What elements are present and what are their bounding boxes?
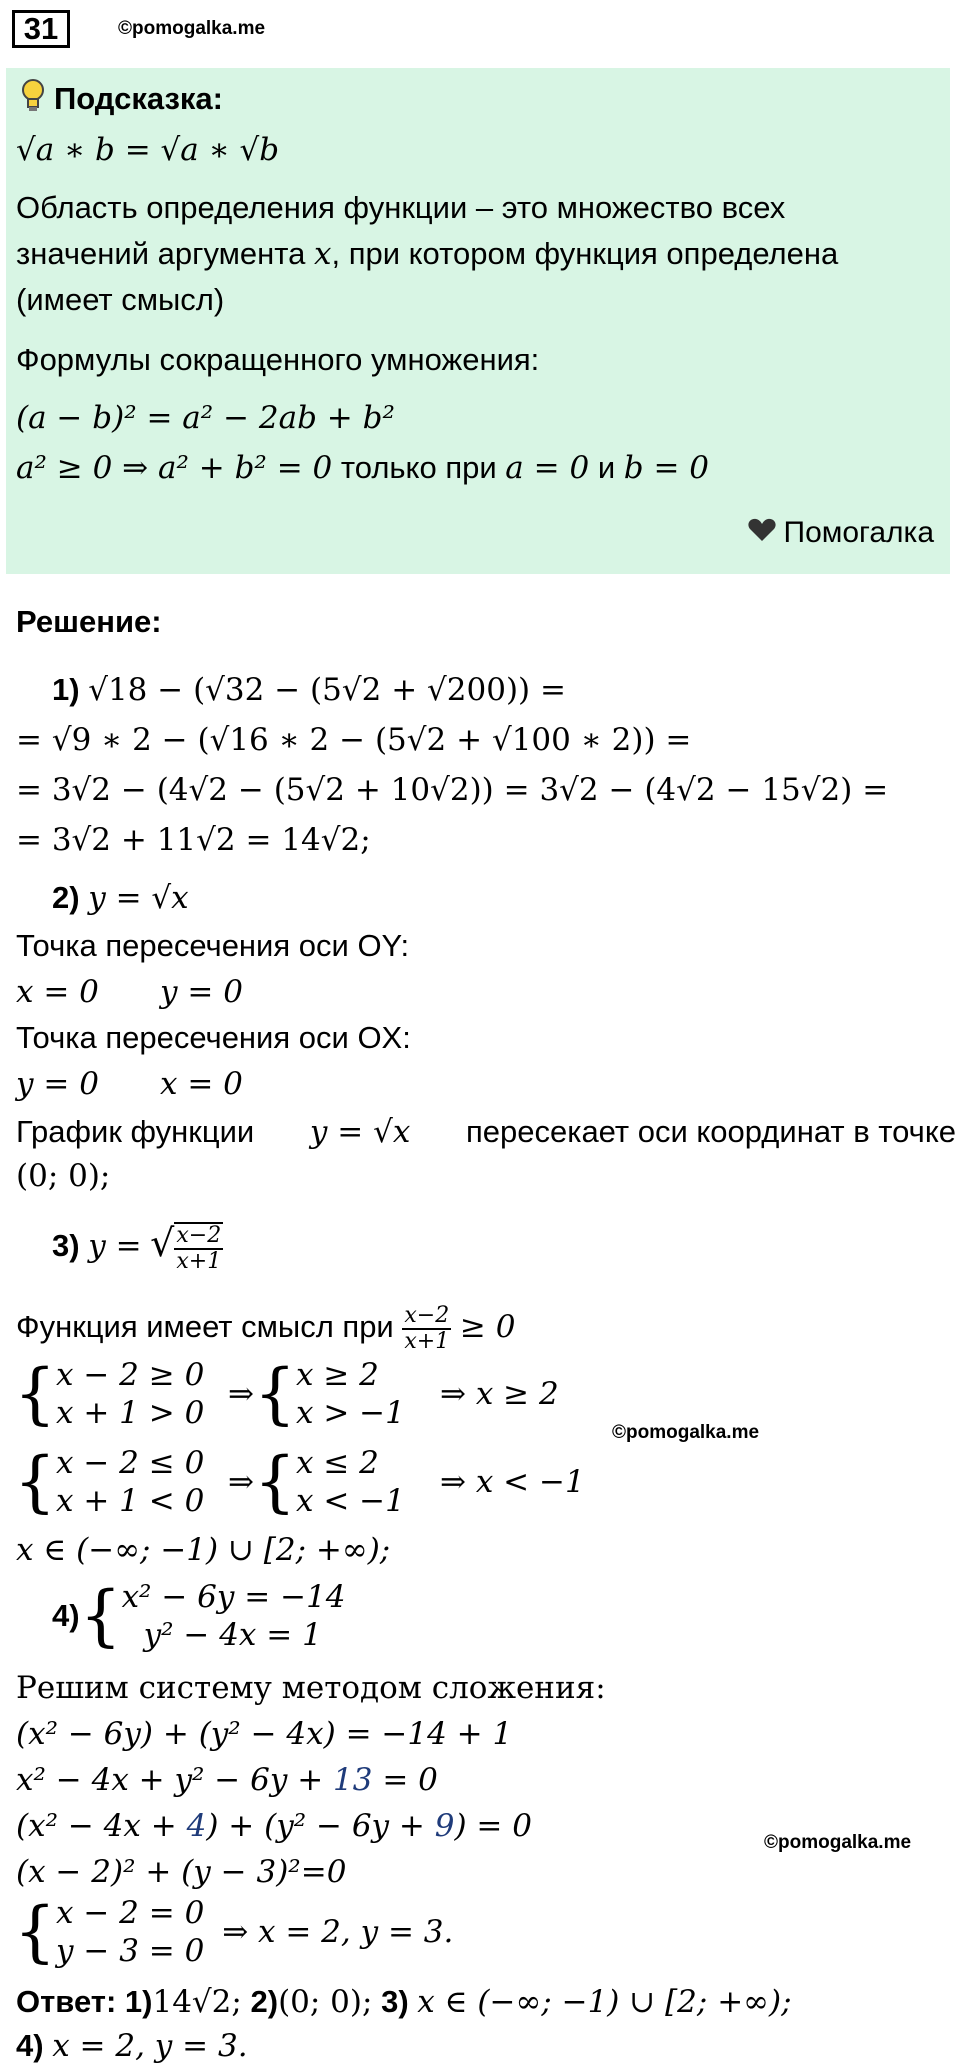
part3-sys2-a: x − 2 ≤ 0 [56, 1445, 205, 1481]
part3-frac-den: x+1 [176, 1249, 222, 1274]
answer-line-1 [16, 1982, 792, 2022]
part3-header [52, 1222, 223, 1274]
part4-eq1: x² − 6y = −14 [121, 1579, 346, 1615]
heart-icon [748, 516, 776, 550]
problem-number: 31 [12, 10, 70, 48]
brand-text: Помогалка [783, 516, 934, 549]
part4-step2 [16, 1760, 438, 1800]
part2-header [52, 878, 189, 918]
part4-step1: (x² − 6y) + (y² − 4x) = −14 + 1 [16, 1716, 513, 1752]
implies-arrow: ⇒ [228, 1376, 254, 1412]
part2-graph-line [16, 1112, 956, 1152]
brace-icon: { [14, 1355, 56, 1432]
part4-step4: (x − 2)² + (y − 3)²=0 [16, 1854, 347, 1890]
part2-label: 2) [52, 880, 80, 915]
solution-title: Решение: [16, 604, 162, 639]
part3-sys2-results [296, 1444, 405, 1520]
part3-system-2 [14, 1444, 204, 1528]
part3-sys2-r1: x ≤ 2 [295, 1445, 379, 1481]
answer-title: Ответ: [16, 1984, 117, 2019]
part2-graph-text2: пересекает оси координат в точке [465, 1114, 956, 1149]
part4-eqs [122, 1578, 346, 1654]
part2-graph-text: График функции [16, 1114, 255, 1149]
part3-system-2-result [228, 1444, 405, 1528]
part2-oy-y: y = 0 [160, 974, 243, 1010]
hint-nonneg-text: только при [340, 450, 497, 485]
part4-step3-c: ) + (y² − 6y + [206, 1808, 425, 1844]
brand-label [748, 516, 935, 550]
part3-frac-num: x−2 [176, 1223, 222, 1248]
part4-step3 [16, 1806, 532, 1846]
part1-line3: = 3√2 − (4√2 − (5√2 + 10√2)) = 3√2 − (4√2 − 15√2) = [16, 772, 889, 808]
part3-meaning [16, 1304, 515, 1354]
hint-panel [6, 68, 950, 574]
part4-sys-a: x − 2 = 0 [56, 1895, 205, 1931]
part3-sys1-b: x + 1 > 0 [56, 1395, 205, 1431]
part3-system-1 [14, 1356, 204, 1440]
part2-oy-title: Точка пересечения оси OY: [16, 928, 410, 963]
part2-func: y = √x [88, 880, 189, 916]
part3-sys2-eqs [56, 1444, 204, 1520]
hint-domain-line-3: (имеет смысл) [16, 282, 225, 317]
part2-ox-title: Точка пересечения оси OX: [16, 1020, 411, 1055]
brace-icon: { [253, 1443, 296, 1520]
part4-step3-b: 4 [186, 1808, 207, 1844]
part3-sys1-a: x − 2 ≥ 0 [56, 1357, 205, 1393]
part3-sys1-r2: x > −1 [295, 1395, 405, 1431]
part3-meaning-den: x+1 [404, 1329, 450, 1354]
part4-step2-c: = 0 [382, 1762, 438, 1798]
answer-line-2 [16, 2026, 248, 2066]
implies-arrow: ⇒ [228, 1464, 254, 1500]
hint-title [20, 78, 223, 120]
part3-meaning-num: x−2 [404, 1303, 450, 1328]
part3-label: 3) [52, 1228, 80, 1264]
hint-nonneg-a: a = 0 [505, 450, 590, 486]
hint-nonneg-math: a² ≥ 0 ⇒ a² + b² = 0 [16, 450, 333, 486]
answer-1: 14√2; [152, 1984, 242, 2020]
part4-step2-b: 13 [333, 1762, 373, 1798]
answer-4: x = 2, y = 3. [52, 2028, 248, 2064]
watermark-middle: ©pomogalka.me [612, 1422, 760, 1443]
answer-4-label: 4) [16, 2028, 44, 2063]
hint-title-text: Подсказка: [54, 81, 223, 116]
brace-icon: { [14, 1443, 56, 1520]
answer-3: x ∈ (−∞; −1) ∪ [2; +∞); [417, 1984, 792, 2020]
hint-nonneg-and: и [597, 450, 616, 485]
part2-ox-y: y = 0 [16, 1066, 99, 1102]
part3-sys1-eqs [56, 1356, 204, 1432]
brace-icon: { [79, 1577, 122, 1654]
watermark-bottom: ©pomogalka.me [764, 1832, 912, 1853]
answer-2: (0; 0); [278, 1984, 373, 2020]
part4-step2-a: x² − 4x + y² − 6y + [16, 1762, 324, 1798]
part3-root-sign: √ [150, 1221, 175, 1266]
hint-domain-line-1: Область определения функции – это множество всех [16, 190, 786, 225]
hint-domain-var: x [313, 236, 332, 272]
watermark-top: ©pomogalka.me [118, 18, 266, 39]
part3-answer: x ∈ (−∞; −1) ∪ [2; +∞); [16, 1532, 391, 1568]
part3-func: y = [88, 1228, 142, 1265]
part2-oy-x: x = 0 [16, 974, 99, 1010]
part1-line2: = √9 ∗ 2 − (√16 ∗ 2 − (5√2 + √100 ∗ 2)) = [16, 722, 692, 758]
part4-sys-b: y − 3 = 0 [56, 1933, 205, 1969]
part2-graph-func: y = √x [309, 1114, 411, 1150]
part3-sys2-b: x + 1 < 0 [56, 1483, 205, 1519]
part3-system-1-result [228, 1356, 405, 1440]
part3-sys1-results [296, 1356, 405, 1432]
part1-label: 1) [52, 672, 80, 707]
hint-formula-square: (a − b)² = a² − 2ab + b² [16, 400, 395, 436]
part3-meaning-fraction [402, 1304, 451, 1354]
hint-domain-text: значений аргумента [16, 236, 306, 271]
hint-formulas-title: Формулы сокращенного умножения: [16, 342, 540, 377]
part4-system [52, 1578, 346, 1662]
part4-final-eqs [56, 1894, 204, 1970]
hint-formula-sqrt: √a ∗ b = √a ∗ √b [16, 132, 280, 168]
answer-1-label: 1) [124, 1984, 153, 2019]
hint-domain-tail: , при котором функция определена [331, 236, 839, 271]
part4-method: Решим систему методом сложения: [16, 1670, 606, 1706]
hint-formula-nonneg [16, 448, 709, 488]
part3-sys2-res: ⇒ x < −1 [440, 1464, 585, 1500]
brace-icon: { [14, 1893, 56, 1970]
part3-meaning-rhs: ≥ 0 [459, 1309, 516, 1346]
answer-3-label: 3) [381, 1984, 409, 2019]
part1-line1 [52, 670, 566, 710]
part4-sys-res: ⇒ x = 2, y = 3. [222, 1914, 454, 1950]
hint-nonneg-b: b = 0 [623, 450, 710, 486]
brace-icon: { [253, 1355, 296, 1432]
part4-eq2: y² − 4x = 1 [143, 1617, 322, 1653]
hint-domain-line-2 [16, 234, 838, 274]
part4-label: 4) [52, 1598, 80, 1633]
part3-sys1-res: ⇒ x ≥ 2 [440, 1376, 559, 1412]
part4-final-system [14, 1894, 453, 1978]
part3-fraction [174, 1222, 223, 1274]
part3-sys1-r1: x ≥ 2 [295, 1357, 379, 1393]
part1-line4: = 3√2 + 11√2 = 14√2; [16, 822, 371, 858]
part2-graph-point: (0; 0); [16, 1158, 111, 1194]
part1-expr1: √18 − (√32 − (5√2 + √200)) = [88, 672, 566, 708]
part2-ox-x: x = 0 [160, 1066, 243, 1102]
part4-step3-e: ) = 0 [454, 1808, 532, 1844]
part3-sys2-r2: x < −1 [295, 1483, 405, 1519]
part3-meaning-text: Функция имеет смысл при [16, 1309, 394, 1345]
answer-2-label: 2) [250, 1984, 279, 2019]
lightbulb-icon [20, 78, 46, 120]
part4-step3-a: (x² − 4x + [16, 1808, 177, 1844]
part4-step3-d: 9 [434, 1808, 455, 1844]
